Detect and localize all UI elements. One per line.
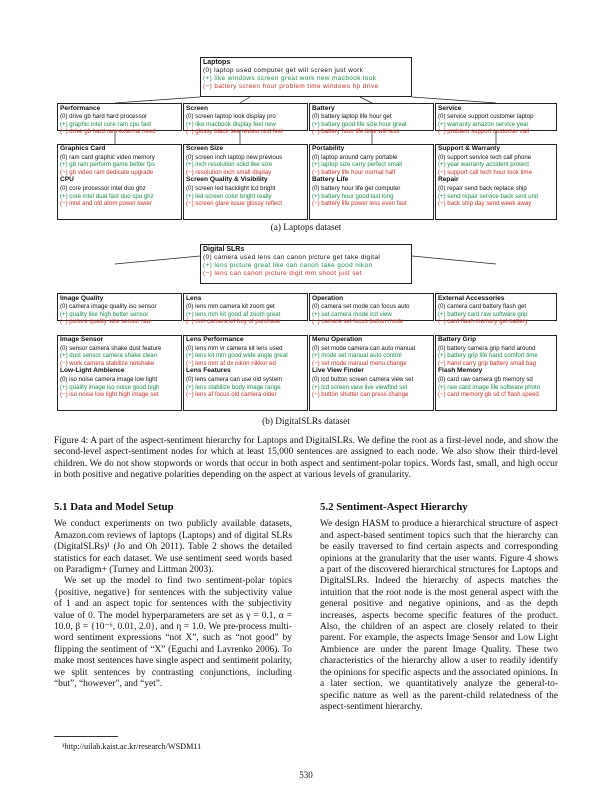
node-title: Lens Performance <box>186 336 244 343</box>
positive-words: (+) like macbook display feel new <box>186 120 276 128</box>
node-title: Screen Size <box>186 145 224 152</box>
node-title: Service <box>438 105 462 112</box>
positive-words: (+) dust sensor camera shake clean <box>60 352 158 360</box>
neutral-words: (0) battery camera grip hand around <box>438 344 536 352</box>
laptops-service-children <box>435 144 557 220</box>
footnote-rule <box>54 736 118 737</box>
neutral-words: (0) drive gb hard hard processor <box>60 113 148 120</box>
positive-words: (+) lens kit mm good wide angle great <box>186 352 288 360</box>
slrs-operation-children <box>309 335 434 411</box>
negative-words: (−) back ship day send week away <box>438 200 532 208</box>
neutral-words: (0) lens mm camera kit zoom get <box>186 303 275 310</box>
negative-words: (−) lens af focus old camera older <box>186 391 277 399</box>
positive-words: (+) inch resolution solid like size <box>186 161 273 169</box>
node-title: Screen Quality & Visibility <box>186 176 268 184</box>
negative-words: (−) work camera stabilize notshake <box>60 359 155 367</box>
node-title: Flash Memory <box>438 367 483 375</box>
laptops-screen-node <box>183 103 308 136</box>
positive-words: (+) lens mm kit good af zoom great <box>186 310 281 318</box>
node-title: Menu Operation <box>312 336 363 343</box>
neutral-words: (0) set mode camera can auto manual <box>312 344 415 352</box>
negative-words: (−) hand carry grip battery small bag <box>438 359 537 367</box>
negative-words: (−) picture quality size sensor raw <box>60 318 151 326</box>
laptops-performance-node <box>57 103 182 136</box>
positive-words: (+) battery hour good last long <box>312 192 394 200</box>
neutral-words: (0) lcd button screen camera view set <box>312 375 414 383</box>
positive-words: (+) gb ram perform game better fps <box>60 161 155 169</box>
negative-words: (−) intel and old atom power lower <box>60 200 152 208</box>
section-heading: 5.1 Data and Model Setup <box>54 501 174 513</box>
neutral-words: (0) ram card graphic video memory <box>60 153 155 161</box>
node-title: Low-Light Ambience <box>60 367 125 375</box>
positive-words: (+) quality image iso noise good high <box>60 383 160 391</box>
negative-words: (−) iso noise low light high image set <box>60 391 159 399</box>
positive-words: (+) core intel dual fast duo cpu ghz <box>60 192 154 200</box>
neutral-words: (0) screen laptop look display pro <box>186 113 276 120</box>
node-title: Lens Features <box>186 367 231 375</box>
node-title: Battery <box>312 105 335 112</box>
positive-words: (+) battery card raw software grip <box>438 310 528 318</box>
node-title: Live View Finder <box>312 367 364 375</box>
neutral-words: (0) laptop used computer get will screen just work <box>203 67 364 74</box>
negative-words: (−) drive gb hard ram external need <box>60 128 156 136</box>
negative-words: (−) glossy black see review rest feel <box>186 128 283 136</box>
laptops-root-node <box>200 57 412 97</box>
node-title: Digital SLRs <box>203 246 245 253</box>
positive-words: (+) mode set manual auto control <box>312 352 402 360</box>
node-title: Lens <box>186 295 202 302</box>
laptops-service-node <box>435 103 557 136</box>
negative-words: (−) button shutter can press change <box>312 391 409 399</box>
negative-words: (−) problem support customer call <box>438 128 529 136</box>
positive-words: (+) send repair service back sent unit <box>438 192 539 200</box>
neutral-words: (0) battery laptop life hour get <box>312 113 392 120</box>
node-title: Performance <box>60 105 101 112</box>
right-column <box>320 502 558 713</box>
neutral-words: (0) camera card battery flash get <box>438 303 527 310</box>
negative-words: (−) gb video ram dedicate upgrade <box>60 168 154 176</box>
slrs-lens-node <box>183 293 308 326</box>
neutral-words: (0) lens camera can use old system <box>186 375 283 383</box>
negative-words: (−) mm camera kit buy of purchase <box>186 318 281 326</box>
node-title: Laptops <box>203 59 231 66</box>
node-title: Operation <box>312 295 344 302</box>
neutral-words: (0) screen inch laptop new previous <box>186 153 283 161</box>
page-number: 530 <box>299 770 313 780</box>
negative-words: (−) battery life power less even fast <box>312 200 407 208</box>
node-title: Repair <box>438 176 459 184</box>
node-title: Portability <box>312 145 345 152</box>
paragraph: We set up the model to find two sentiment-polar topics {positive, negative} for sentences with the subjectivity value of 1 and an aspect topic for sentences with the subjectivity value of 0. The model hyperparameters are set as γ = 0.1, α = 10.0, β = {10⁻⁶, 0.01, 2.0}, and η = 1.0. We pre-process multi-word sentiment expressions “not X”, such as “not good” by flipping the sentiment of “X” (Eguchi and Lavrenko 2006). To make most sentences have single aspect and sentiment polarity, we split sentences by contrasting conjunctions, including “but”, “however”, and “yet”. <box>54 576 292 690</box>
paragraph: We design HASM to produce a hierarchical structure of aspect and aspect-based sentiment topics such that the hierarchy can be easily traversed to find certain aspects and corresponding opinions at the granularity that the user wants. Figure 4 shows a part of the discovered hierarchical structures for Laptops and DigitalSLRs. Indeed the hierarchy of aspects matches the intuition that the root node is the most general aspect with the general positive and negative opinions, and as the depth increases, aspects become specific features of the product. Also, the children of an aspect are closely related to their parent. For example, the aspects Image Sensor and Low Light Ambience are under the parent Image Quality. These two characteristics of the hierarchy allow a user to readily identify the opinions for specific aspects and the associated opinions. In a later section, we quantitatively analyze the general-to-specific nature as well as the parent-child relatedness of the aspect-sentiment hierarchy. <box>320 519 558 712</box>
subcaption-slrs: (b) DigitalSLRs dataset <box>262 417 350 427</box>
positive-words: (+) raw card image file software photo <box>438 383 541 391</box>
negative-words: (−) resolution inch small display <box>186 168 272 176</box>
positive-words: (+) year warranty accident protect <box>438 161 529 169</box>
neutral-words: (0) camera image quality iso sensor <box>60 303 157 310</box>
neutral-words: (0) service support customer laptop <box>438 113 534 120</box>
neutral-words: (0) screen led backlight lcd bright <box>186 184 276 192</box>
negative-words: (−) card memory gb sd cf flash speed <box>438 391 539 399</box>
laptops-screen-children <box>183 144 308 220</box>
section-heading: 5.2 Sentiment-Aspect Hierarchy <box>320 501 468 513</box>
slrs-root-node <box>200 244 412 284</box>
positive-words: (+) lcd screen view live viewfind set <box>312 383 408 391</box>
node-title: CPU <box>60 176 74 184</box>
slrs-lens-children <box>183 335 308 411</box>
laptops-battery-node <box>309 103 434 136</box>
negative-words: (−) lens can canon picture digit mm shoot just set <box>203 270 363 278</box>
slrs-image-quality-children <box>57 335 182 411</box>
node-title: Screen <box>186 105 208 112</box>
figure-caption: Figure 4: A part of the aspect-sentiment hierarchy for Laptops and DigitalSLRs. We define the root as a first-level node, and show the second-level aspect-sentiment nodes for which at least 15,000 sentences are assigned to each node. We also show their third-level children. We do not show stopwords or words that occur in both aspect and sentiment-polar topics. Words fast, small, and high occur in both positive and negative polarities depending on the aspect at various levels of granularity. <box>54 436 558 481</box>
positive-words: (+) laptop size carry perfect small <box>312 161 402 169</box>
neutral-words: (0) battery hour life get computer <box>312 184 401 192</box>
negative-words: (−) card flash memory get battery <box>438 318 528 326</box>
slrs-external-children <box>435 335 557 411</box>
positive-words: (+) warranty amazon service year <box>438 120 529 128</box>
neutral-words: (0) repair send back replace ship <box>438 184 527 192</box>
negative-words: (−) battery hour life time will less <box>312 128 400 136</box>
positive-words: (+) battery good life size hour great <box>312 120 407 128</box>
negative-words: (−) lens mm af dx nikon nikkor ed <box>186 359 276 367</box>
left-column <box>54 502 292 691</box>
neutral-words: (0) camera set mode can focus auto <box>312 303 410 310</box>
laptops-battery-children <box>309 144 434 220</box>
node-title: Support & Warranty <box>438 145 501 152</box>
negative-words: (−) battery life hour normal half <box>312 168 396 176</box>
neutral-words: (0) laptop around carry portable <box>312 153 398 161</box>
negative-words: (−) screen glare issue glossy reflect <box>186 200 283 208</box>
neutral-words: (0) support service tech call phone <box>438 153 532 161</box>
positive-words: (+) like windows screen great work new macbook look <box>203 75 377 83</box>
neutral-words: (0) iso noise camera image low light <box>60 375 158 383</box>
neutral-words: (0) sensor camera shake dust feature <box>60 344 162 352</box>
node-title: Image Quality <box>60 295 104 302</box>
negative-words: (−) camera set focus button mode <box>312 318 404 326</box>
node-title: Image Sensor <box>60 336 104 343</box>
slrs-image-quality-node <box>57 293 182 326</box>
neutral-words: (0) camera used lens can canon picture get take digital <box>203 254 381 261</box>
paragraph: We conduct experiments on two publicly available datasets, Amazon.com reviews of laptops (Laptops) and of digital SLRs (DigitalSLRs)¹ (Jo and Oh 2011). Table 2 shows the detailed statistics for each dataset. We use sentiment seed words based on Paradigm+ (Turney and Littman 2003). <box>54 519 292 576</box>
positive-words: (+) quality like high better sensor <box>60 310 149 318</box>
positive-words: (+) lens stabilize body image range <box>186 383 281 391</box>
negative-words: (−) set mode manual menu change <box>312 359 407 367</box>
node-title: Battery Life <box>312 176 349 184</box>
node-title: Graphics Card <box>60 145 106 152</box>
neutral-words: (0) lens mm vr camera kit lens used <box>186 344 283 352</box>
neutral-words: (0) core processor intel duo ghz <box>60 184 146 192</box>
positive-words: (+) led screen color bright really <box>186 192 272 200</box>
negative-words: (−) support call tech hour took time <box>438 168 532 176</box>
positive-words: (+) lens picture great like can canon take good nikon <box>203 262 373 270</box>
node-title: Battery Grip <box>438 336 477 343</box>
node-title: External Accessories <box>438 295 505 302</box>
positive-words: (+) graphic intel core ram cpu fast <box>60 120 151 128</box>
subcaption-laptops: (a) Laptops dataset <box>270 223 342 233</box>
positive-words: (+) battery grip life hand comfort time <box>438 352 538 360</box>
neutral-words: (0) card raw camera gb memory sd <box>438 375 533 383</box>
positive-words: (+) set camera mode lcd view <box>312 310 392 318</box>
negative-words: (−) battery screen hour problem time windows hp drive <box>203 83 379 91</box>
slrs-external-node <box>435 293 557 326</box>
laptops-performance-children <box>57 144 182 220</box>
footnote: ¹http://uilab.kaist.ac.kr/research/WSDM11 <box>62 742 202 751</box>
slrs-operation-node <box>309 293 434 326</box>
